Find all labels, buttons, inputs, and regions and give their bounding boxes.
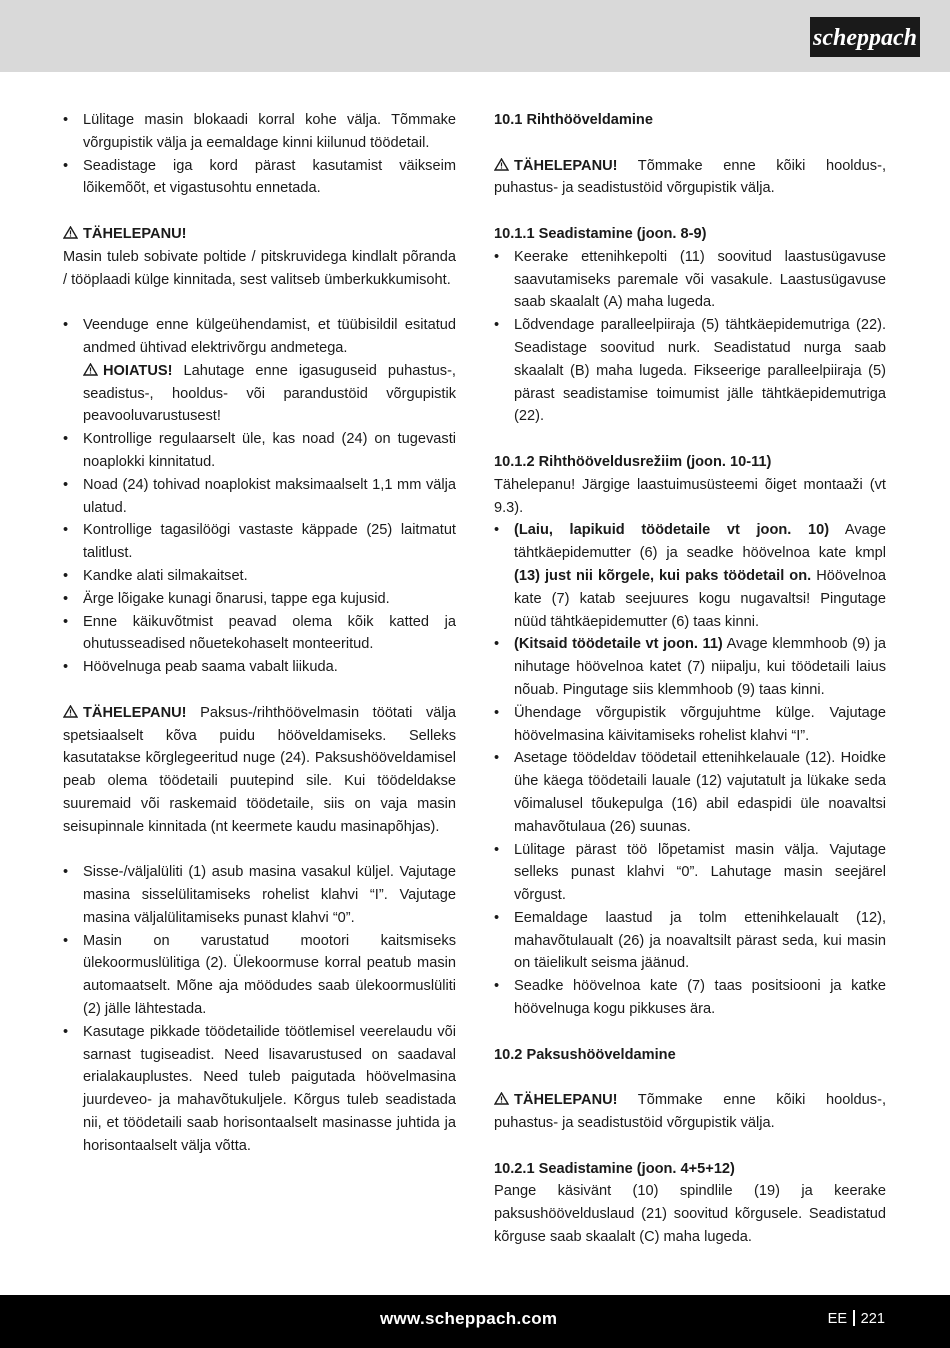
page-indicator [828,1310,885,1327]
list-item: • Höövelnuga peab saama vabalt liikuda. [63,656,456,679]
warning-triangle-icon [63,226,78,239]
warning-heading [63,223,456,246]
list-item: • Seadke höövelnoa kate (7) taas positsiooni ja katke höövelnuga kogu pikkuses ära. [494,975,886,1021]
hoiatus-heading [83,363,172,379]
bullet-list [494,246,886,428]
page-number: 221 [860,1311,885,1327]
list-item: • Kontrollige regulaarselt üle, kas noad (24) on tugevasti noaplokki kinnitatud. [63,428,456,474]
warning-heading [63,705,187,721]
section-heading: 10.1 Rihthööveldamine [494,112,653,128]
section-heading: 10.2 Paksushööveldamine [494,1046,676,1063]
brand-logo-text: scheppach [813,25,917,51]
divider [853,1310,855,1326]
list-item [63,314,456,428]
list-item: • Kontrollige tagasilöögi vastaste käppade (25) laitmatut talitlust. [63,519,456,565]
list-item: • Eemaldage laastud ja tolm ettenihkelaualt (12), mahavõtulaualt (26) ja noavaltsilt pärast seda, kui masin on täielikult seisma jäänud. [494,907,886,975]
paragraph-text: Tõmmake enne kõiki hooldus-, puhastus- ja seadistustöid võrgupistik välja. [494,157,886,197]
brand-logo [810,17,920,57]
warning-triangle-icon [83,363,98,376]
bullet-list [63,861,456,1157]
hoiatus-label: HOIATUS! [103,362,173,379]
list-item: • Lülitage masin blokaadi korral kohe välja. Tõmmake võrgupistik välja ja eemaldage kinni kiilunud töödetail. [63,109,456,155]
list-item: • Ühendage võrgupistik võrgujuhtme külge. Vajutage höövelmasina käivitamiseks rohelist klahvi “I”. [494,702,886,748]
list-item-text: Avage klemmhoob (9) ja nihutage höövelnoa katet (7) niipalju, kui töödetaili laius nõuab. Pingutage siis klemmhoob (9) taas kinni. [514,636,886,698]
list-item-text: Veenduge enne külgeühendamist, et tüübisildil esitatud andmed ühtivad elektrivõrgu andmetega. [83,317,456,356]
warning-heading [494,158,618,174]
list-item-bold: (Laiu, lapikuid töödetaile vt joon. 10) [514,522,830,539]
warning-triangle-icon [494,1092,509,1105]
website-url: www.scheppach.com [380,1309,558,1328]
warning-paragraph [494,155,886,201]
list-item: • Seadistage iga kord pärast kasutamist väikseim lõikemõõt, et vigastusohtu ennetada. [63,155,456,201]
paragraph: Masin tuleb sobivate poltide / pitskruvidega kindlalt põranda / tööplaadi külge kinnitada, sest valitseb ümberkukkumisoht. [63,248,456,288]
list-item: • Kasutage pikkade töödetailide töötlemisel veerelaudu või sarnast tugiseadist. Need lisavarustused on saadaval erialakauplustes. Need tuleb paigutada höövelmasina juurdeveo- ja mahavõtukuljele. Kõrgus tuleb seadistada nii, et töödetaili saab horisontaalselt masinasse juhtida ja horisontaalselt välja võtta. [63,1021,456,1158]
list-item-text: Höövelnoa kate (7) katab seejuures kogu nugavaltsi! Pingutage nüüd tähtkäepidemutter (6) taas kinni. [514,567,886,630]
list-item-bold: (Kitsaid töödetaile vt joon. 11) [514,636,723,653]
list-item: • Sisse-/väljalüliti (1) asub masina vasakul küljel. Vajutage masina sisselülitamiseks rohelist klahvi “I”. Vajutage masina väljalülitamiseks punast klahvi “0”. [63,861,456,929]
warning-paragraph [494,1089,886,1135]
list-item: • Kandke alati silmakaitset. [63,565,456,588]
language-code: EE [827,1311,848,1327]
bullet-list [494,519,886,1021]
subsection-heading: 10.1.2 Rihthööveldusrežiim (joon. 10-11) [494,453,772,470]
list-item: • Lülitage pärast töö lõpetamist masin välja. Vajutage selleks punast klahvi “0”. Lahutage masin seejärel võrgust. [494,839,886,907]
list-item: • Noad (24) tohivad noaplokist maksimaalselt 1,1 mm välja ulatud. [63,474,456,520]
warning-triangle-icon [63,705,78,718]
footer-bar [0,1295,950,1348]
paragraph: Pange käsivänt (10) spindlile (19) ja keerake paksushöövelduslaud (21) soovitud kõrgusele. Seadistatud kõrguse saab skaalalt (C) maha lugeda. [494,1183,886,1246]
bullet-list [63,314,456,679]
list-item [494,633,886,701]
paragraph-text: Paksus-/rihthöövelmasin töötati välja spetsiaalselt kõva puidu hööveldamiseks. Selleks kasutatakse kõrglegeeritud nuge (24). Paksushööveldamisel peab olema töödetaili puutepind sile. Kui töödeldakse suuremaid või raskemaid töödetaile, siis on vaja masin seisupinnale kinnitada (nt keermete kaudu masinapõhjas). [63,704,456,835]
header-bar [0,0,950,72]
right-column [494,109,886,1249]
warning-label: TÄHELEPANU! [514,1092,618,1109]
warning-label: TÄHELEPANU! [83,704,187,721]
list-item: • Ärge lõigake kunagi õnarusi, tappe ega kujusid. [63,588,456,611]
list-item: • Keerake ettenihkepolti (11) soovitud laastusügavuse saavutamiseks paremale või vasakule. Laastusügavuse saab skaalalt (A) maha lugeda. [494,246,886,314]
list-item: • Enne käikuvõtmist peavad olema kõik katted ja ohutusseadised nõuetekohaselt monteeritud. [63,611,456,657]
list-item: • Masin on varustatud mootori kaitsmiseks ülekoormuslülitiga (2). Ülekoormuse korral peatub masin automaatselt. Mõne aja möödudes saab ülekoormuslüliti (2) jälle lähtestada. [63,930,456,1021]
subsection-heading: 10.1.1 Seadistamine (joon. 8-9) [494,225,707,242]
bullet-list [63,109,456,200]
list-item: • Lõdvendage paralleelpiiraja (5) tähtkäepidemutriga (22). Seadistage soovitud nurk. Seadistatud nurga saab skaalalt (B) maha lugeda. Fikseerige paralleelpiiraja (5) pärast seadistamise toimumist jälle tähtkäepidemutriga (22). [494,314,886,428]
warning-label: TÄHELEPANU! [83,225,187,242]
warning-heading [494,1092,618,1108]
paragraph-text: Tõmmake enne kõiki hooldus-, puhastus- ja seadistustöid võrgupistik välja. [494,1092,886,1132]
list-item: • Asetage töödeldav töödetail ettenihkelauale (12). Hoidke ühe käega töödetaili lauale (12) vajutatult ja lükake seda võimalusel tõukepulga (16) abil edaspidi üle noavaltsi mahavõtulaua (26) suunas. [494,747,886,838]
list-item-bold: (13) just nii kõrgele, kui paks töödetail on. [514,567,812,584]
warning-triangle-icon [494,158,509,171]
list-item-text: Avage tähtkäepidemutter (6) ja seadke höövelnoa kate kmpl [514,522,887,562]
paragraph: Tähelepanu! Järgige laastuimusüsteemi õiget montaaži (vt 9.3). [494,476,886,516]
list-item [494,519,886,633]
warning-paragraph [63,702,456,839]
list-item-text: Lahutage enne igasuguseid puhastus-, seadistus-, hooldus- või parandustöid võrgupistik peavooluvarustusest! [83,362,456,425]
subsection-heading: 10.2.1 Seadistamine (joon. 4+5+12) [494,1160,735,1177]
warning-label: TÄHELEPANU! [514,157,618,174]
left-column [63,109,456,1158]
